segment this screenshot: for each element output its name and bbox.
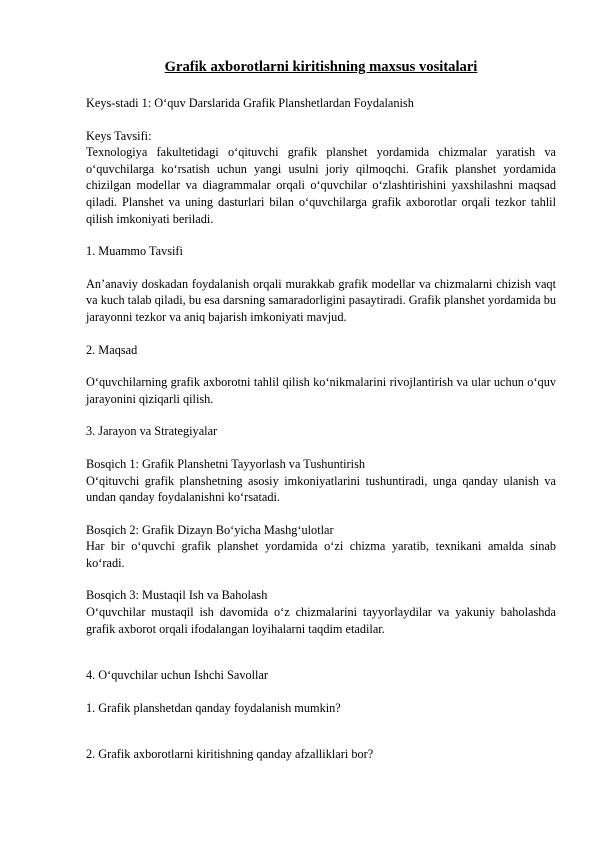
spacer <box>86 440 556 456</box>
spacer <box>86 227 556 243</box>
description-paragraph: Texnologiya fakultetidagi o‘qituvchi grafik planshet yordamida chizmalar yaratish va o‘quvchilarga ko‘rsatish uchun yangi usulni joriy qilmoqchi. Grafik planshet yordamida chizilgan modellar va diagrammalar orqali o‘quvchilar o‘zlashtirishini yaxshilashni maqsad qiladi. Planshet va uning dasturlari bilan o‘quvchilarga grafik axborotlar orqali tezkor tahlil qilish imkoniyati beriladi. <box>86 145 556 226</box>
spacer <box>86 260 556 276</box>
stage3-paragraph: O‘quvchilar mustaqil ish davomida o‘z chizmalarini tayyorlaydilar va yakuniy baholashda grafik axborot orqali ifodalangan loyihalarni taqdim etadilar. <box>86 605 556 636</box>
stage2-heading: Bosqich 2: Grafik Dizayn Bo‘yicha Mashg‘ulotlar <box>86 522 334 537</box>
question-item: 2. Grafik axborotlarni kiritishning qanday afzalliklari bor? <box>86 747 374 762</box>
stage2-paragraph: Har bir o‘quvchi grafik planshet yordamida o‘zi chizma yaratib, texnikani amalda sinab ko‘radi. <box>86 539 556 570</box>
process-heading: 3. Jarayon va Strategiyalar <box>86 424 218 439</box>
goal-paragraph: O‘quvchilarning grafik axborotni tahlil qilish ko‘nikmalarini rivojlantirish va ular uchun o‘quv jarayonini qiziqarli qilish. <box>86 375 556 406</box>
description-heading: Keys Tavsifi: <box>86 128 152 143</box>
page-title: Grafik axborotlarni kiritishning maxsus vositalari <box>164 59 478 75</box>
stage1-paragraph: O‘qituvchi grafik planshetning asosiy imkoniyatlarini tushuntiradi, unga qanday ulanish va undan qanday foydalanishni ko‘rsatadi. <box>86 473 556 505</box>
problem-heading: 1. Muammo Tavsifi <box>86 244 183 259</box>
case-stage-heading: Keys-stadi 1: O‘quv Darslarida Grafik Planshetlardan Foydalanish <box>86 96 414 110</box>
stage3-heading: Bosqich 3: Mustaqil Ish va Baholash <box>86 588 268 603</box>
question-item: 1. Grafik planshetdan qanday foydalanish mumkin? <box>86 700 341 715</box>
spacer <box>86 112 556 128</box>
spacer <box>86 716 556 746</box>
spacer <box>86 506 556 522</box>
spacer <box>86 407 556 423</box>
stage1-heading: Bosqich 1: Grafik Planshetni Tayyorlash va Tushuntirish <box>86 456 366 471</box>
spacer <box>86 571 556 587</box>
spacer <box>86 326 556 342</box>
spacer <box>86 637 556 667</box>
problem-paragraph: An’anaviy doskadan foydalanish orqali murakkab grafik modellar va chizmalarni chizish vaqt va kuch talab qiladi, bu esa darsning samaradorligini pasaytiradi. Grafik planshet yordamida bu jarayonni tezkor va aniq bajarish imkoniyati mavjud. <box>86 276 556 324</box>
spacer <box>86 684 556 700</box>
goal-heading: 2. Maqsad <box>86 342 138 357</box>
document-body <box>86 58 556 763</box>
spacer <box>86 358 556 374</box>
questions-heading: 4. O‘quvchilar uchun Ishchi Savollar <box>86 668 269 683</box>
